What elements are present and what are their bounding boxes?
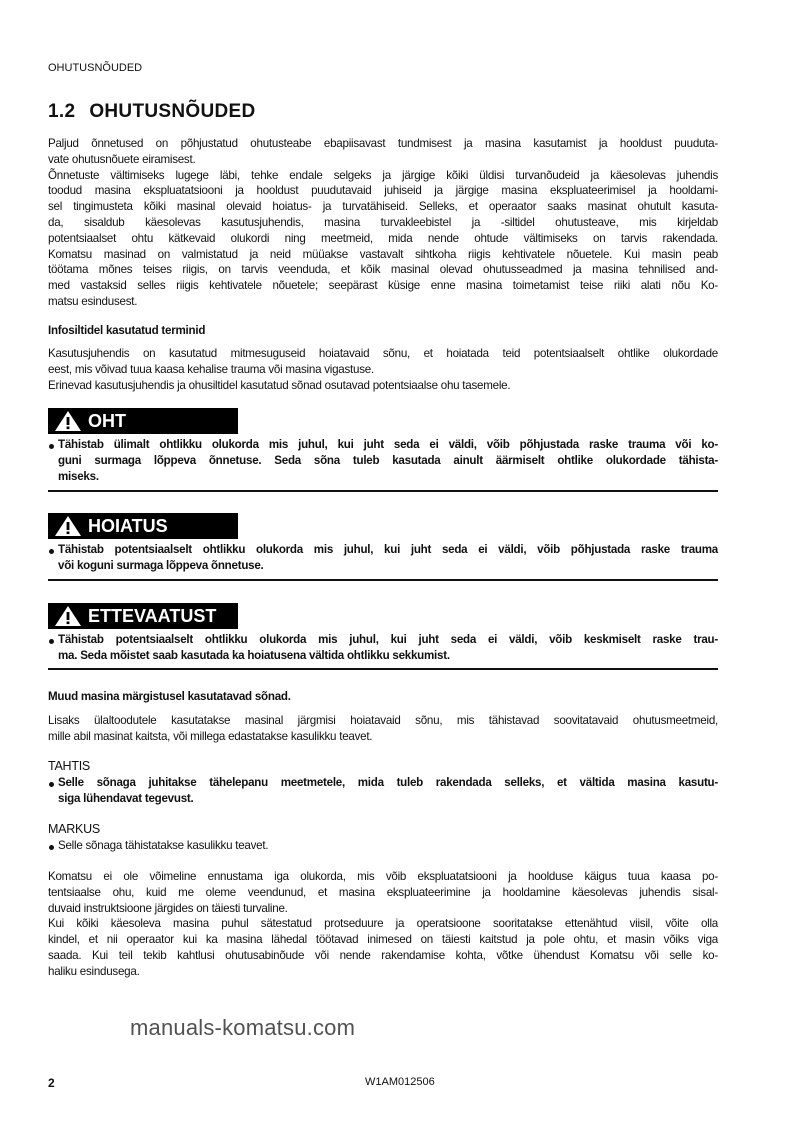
other-words-heading: Muud masina märgistusel kasutatavad sõnad. xyxy=(48,690,291,703)
text-line: või koguni surmaga lõppeva õnnetuse. xyxy=(58,558,264,572)
warning-banner xyxy=(48,513,238,539)
section-number: 1.2 xyxy=(48,101,76,122)
text-line: miseks. xyxy=(58,469,99,483)
text-line: saada. Kui teil tekib kahtlusi ohutusabinõude või nende rakendamise kohta, võtke ühendust Komatsu või selle ko- xyxy=(48,948,718,962)
bullet-line: Tähistab potentsiaalselt ohtlikku olukorda mis juhul, kui juht seda ei väldi, võib keskmiselt raske trau- xyxy=(48,632,718,648)
text-line: ma. Seda mõistet saab kasutada ka hoiatusena vältida ohtlikku sekkumist. xyxy=(58,648,450,662)
note-text xyxy=(48,838,718,854)
intro-paragraph xyxy=(48,136,718,310)
warning-label: HOIATUS xyxy=(88,515,168,536)
divider xyxy=(48,490,718,492)
closing-paragraph xyxy=(48,869,718,980)
important-label: TAHTIS xyxy=(48,759,91,773)
bullet-line: Tähistab ülimalt ohtlikku olukorda mis juhul, kui juht seda ei väldi, võib põhjustada raske trauma või ko- xyxy=(48,437,718,453)
page-number: 2 xyxy=(48,1076,55,1090)
text-line: Õnnetuste vältimiseks lugege läbi, tehke endale selgeks ja järgige kõiki üldisi turvanõudeid ja käesolevas juhendis xyxy=(48,168,718,182)
caution-banner xyxy=(48,603,238,629)
terms-paragraph xyxy=(48,346,718,393)
bullet-line: Selle sõnaga juhitakse tähelepanu meetmetele, mida tuleb rakendada selleks, et vältida masina kasutu- xyxy=(48,775,718,791)
text-line: haliku esindusega. xyxy=(48,964,140,978)
warning-triangle-icon xyxy=(54,515,82,537)
text-line: Paljud õnnetused on põhjustatud ohutusteabe ebapiisavast tundmisest ja masina kasutamist ja hooldust puuduta- xyxy=(48,137,718,150)
text-line: Kui kõiki käesoleva masina puhul sätestatud protseduure ja operatsioone sooritatakse ettenähtud viisil, võite olla xyxy=(48,917,718,931)
page-title xyxy=(48,101,718,123)
caution-label: ETTEVAATUST xyxy=(88,605,217,626)
warning-text xyxy=(48,542,718,574)
text-line: med vastaksid selles riigis kehtivatele nõuetele; seepärast küsige enne masina toimetamist teise riiki alati nõu Ko- xyxy=(48,279,718,293)
text-line: Erinevad kasutusjuhendis ja ohusiltidel kasutatud sõnad osutavad potentsiaalse ohu tasemele. xyxy=(48,378,511,392)
caution-text xyxy=(48,632,718,664)
text-line: toodud masina ekspluatatsiooni ja hooldust puudutavaid juhiseid ja järgige masina ekspluateerimisel ja hooldami- xyxy=(48,184,718,198)
divider xyxy=(48,668,718,670)
text-line: da, sisaldub käesolevas kasutusjuhendis, masina turvakleebistel ja -siltidel ohutusteave, mis kirjeldab xyxy=(48,215,718,229)
warning-triangle-icon xyxy=(54,410,82,432)
text-line: töötama mõnes teises riigis, on tarvis veenduda, et kõik masinal olevad ohutusseadmed ja masina tehnilised and- xyxy=(48,263,718,277)
danger-banner xyxy=(48,408,238,434)
danger-text xyxy=(48,437,718,484)
note-label: MARKUS xyxy=(48,822,100,836)
section-title: OHUTUSNÕUDED xyxy=(89,101,256,122)
bullet-line: Tähistab potentsiaalselt ohtlikku olukorda mis juhul, kui juht seda ei väldi, võib põhjustada raske trauma xyxy=(48,542,718,558)
text-line: kindel, et nii operaator kui ka masina lähedal töötavad inimesed on täiesti kaitstud ja pole ohtu, et masin võiks viga xyxy=(48,933,718,947)
running-header: OHUTUSNÕUDED xyxy=(48,62,143,74)
text-line: vate ohutusnõuete eiramisest. xyxy=(48,152,196,166)
text-line: potentsiaalset ohtu kätkevaid olukordi ning meetmeid, mida nende ohtude vältimiseks on tarvis rakendada. xyxy=(48,231,718,245)
watermark: manuals-komatsu.com xyxy=(130,1015,356,1040)
bullet-line: Selle sõnaga tähistatakse kasulikku teavet. xyxy=(48,838,718,854)
divider xyxy=(48,579,718,581)
terms-heading: Infosiltidel kasutatud terminid xyxy=(48,324,206,337)
danger-label: OHT xyxy=(88,410,126,431)
text-line: Kasutusjuhendis on kasutatud mitmesuguseid hoiatavaid sõnu, et hoiatada teid potentsiaalselt ohtlike olukordade xyxy=(48,347,718,360)
text-line: tentsiaalse ohu, kuid me oleme veendunud, et masina ekspluateerimine ja hooldamine käesolevas juhendis sisal- xyxy=(48,885,718,899)
text-line: siga lühendavat tegevust. xyxy=(58,791,194,805)
text-line: Komatsu ei ole võimeline ennustama iga olukorda, mis võib ekspluatatsiooni ja hoolduse käigus tuua kaasa po- xyxy=(48,870,718,883)
text-line: guni surmaga lõppeva õnnetuse. Seda sõna tuleb kasutada ainult äärmiselt ohtlike olukordade tähista- xyxy=(58,453,718,467)
important-text xyxy=(48,775,718,807)
other-words-paragraph xyxy=(48,713,718,745)
text-line: Lisaks ülaltoodutele kasutatakse masinal järgmisi hoiatavaid sõnu, mis tähistavad soovitatavaid ohutusmeetmeid, xyxy=(48,714,718,727)
text-line: mille abil masinat kaitsta, või millega edastatakse kasulikku teavet. xyxy=(48,729,373,743)
text-line: duvaid instruktsioone järgides on täiesti turvaline. xyxy=(48,901,288,915)
text-line: sel tingimusteta kõiki masinal olevaid hoiatus- ja turvatähiseid. Selleks, et operaator saaks masinat ohutult kasuta- xyxy=(48,200,718,214)
text-line: Komatsu masinad on valmistatud ja neid müüakse vastavalt sihtkoha riigis kehtivatele nõuetele. Kui masin peab xyxy=(48,247,718,261)
warning-triangle-icon xyxy=(54,605,82,627)
document-code: W1AM012506 xyxy=(365,1076,435,1088)
text-line: matsu esindusest. xyxy=(48,294,138,308)
text-line: eest, mis võivad tuua kaasa kehalise trauma või masina vigastuse. xyxy=(48,362,374,376)
